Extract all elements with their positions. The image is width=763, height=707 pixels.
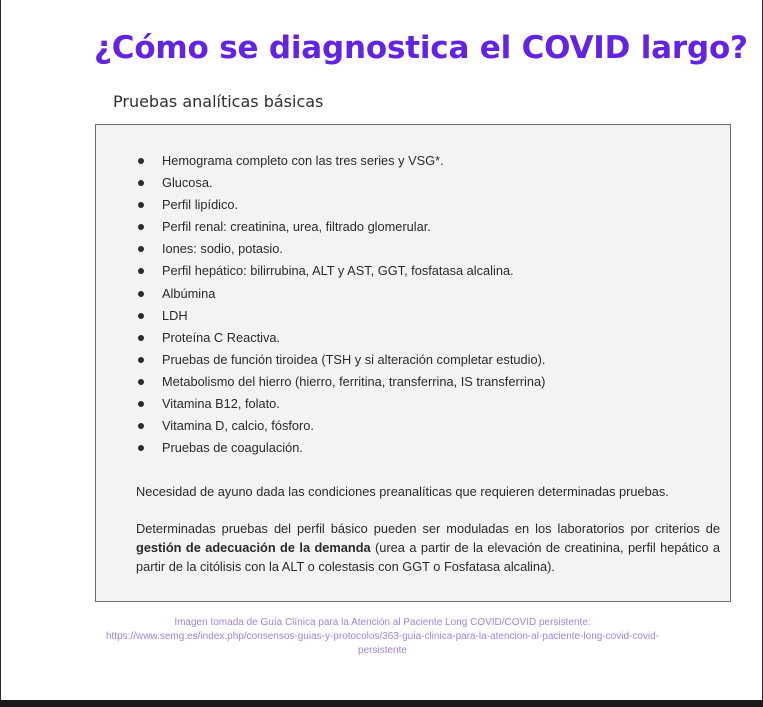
bullet-icon — [138, 291, 144, 297]
list-item-text: Hemograma completo con las tres series y VSG*. — [162, 153, 444, 168]
list-item-text: Pruebas de coagulación. — [162, 440, 303, 456]
note-bold-text: gestión de adecuación de la demanda — [136, 540, 371, 555]
bullet-icon — [138, 357, 144, 363]
list-item-text: Metabolismo del hierro (hierro, ferritina, transferrina, IS transferrina) — [162, 373, 546, 389]
bullet-icon — [138, 335, 144, 341]
list-item — [96, 371, 730, 393]
bullet-icon — [138, 423, 144, 429]
list-item-text: Perfil hepático: bilirrubina, ALT y AST, GGT, fosfatasa alcalina. — [162, 263, 514, 279]
list-item-text: Pruebas de función tiroidea (TSH y si alteración completar estudio). — [162, 351, 546, 367]
list-item — [96, 260, 730, 282]
list-item-text: Proteína C Reactiva. — [162, 329, 281, 345]
note-text-start: Determinadas pruebas del perfil básico pueden ser moduladas en los laboratorios por criterios de — [136, 521, 720, 536]
bullet-icon — [138, 445, 144, 451]
slide-title: ¿Cómo se diagnostica el COVID largo? — [94, 30, 748, 66]
background-strip — [0, 700, 763, 707]
list-item-text: Perfil renal: creatinina, urea, filtrado glomerular. — [162, 219, 431, 235]
fasting-note: Necesidad de ayuno dada las condiciones preanalíticas que requieren determinadas pruebas. — [136, 484, 669, 499]
list-item — [96, 283, 730, 305]
bullet-icon — [138, 401, 144, 407]
bullet-icon — [138, 224, 144, 230]
list-item — [96, 349, 730, 371]
list-item — [96, 393, 730, 415]
bullet-icon — [138, 202, 144, 208]
list-item-text: Albúmina — [162, 285, 216, 301]
bullet-icon — [138, 268, 144, 274]
note-text-end: (urea a partir de la elevación de creatinina, perfil hepático a partir de la citólisis con la ALT o colestasis con GGT o Fosfatasa alcalina). — [136, 540, 720, 574]
bullet-icon — [138, 180, 144, 186]
list-item — [96, 238, 730, 260]
list-item-text: LDH — [162, 307, 188, 323]
bullet-icon — [138, 379, 144, 385]
list-item — [96, 172, 730, 194]
list-item-text: Iones: sodio, potasio. — [162, 241, 283, 257]
caption-url[interactable]: https://www.semg.es/index.php/consensos-guias-y-protocolos/363-guia-clinica-para-la-atencion-al-paciente-long-covid-covid- — [105, 631, 660, 642]
list-item — [96, 194, 730, 216]
tests-box — [95, 124, 731, 602]
list-item — [96, 437, 730, 459]
caption-url-end[interactable]: persistente — [358, 645, 407, 656]
bullet-icon — [138, 246, 144, 252]
list-item-text: Vitamina B12, folato. — [162, 396, 280, 412]
list-item — [96, 150, 730, 172]
list-item-text: Vitamina D, calcio, fósforo. — [162, 418, 314, 434]
list-item — [96, 305, 730, 327]
list-item-text: Glucosa. — [162, 175, 213, 191]
bullet-icon — [138, 313, 144, 319]
modulation-note — [136, 519, 720, 576]
list-item — [96, 216, 730, 238]
bullet-icon — [138, 158, 144, 164]
section-heading: Pruebas analíticas básicas — [113, 92, 324, 111]
caption-line: Imagen tomada de Guía Clínica para la Atención al Paciente Long COVID/COVID persistente: — [174, 617, 591, 628]
image-caption — [1, 616, 763, 658]
tests-list — [96, 150, 730, 459]
list-item — [96, 327, 730, 349]
list-item-text: Perfil lipídico. — [162, 197, 239, 213]
list-item — [96, 415, 730, 437]
